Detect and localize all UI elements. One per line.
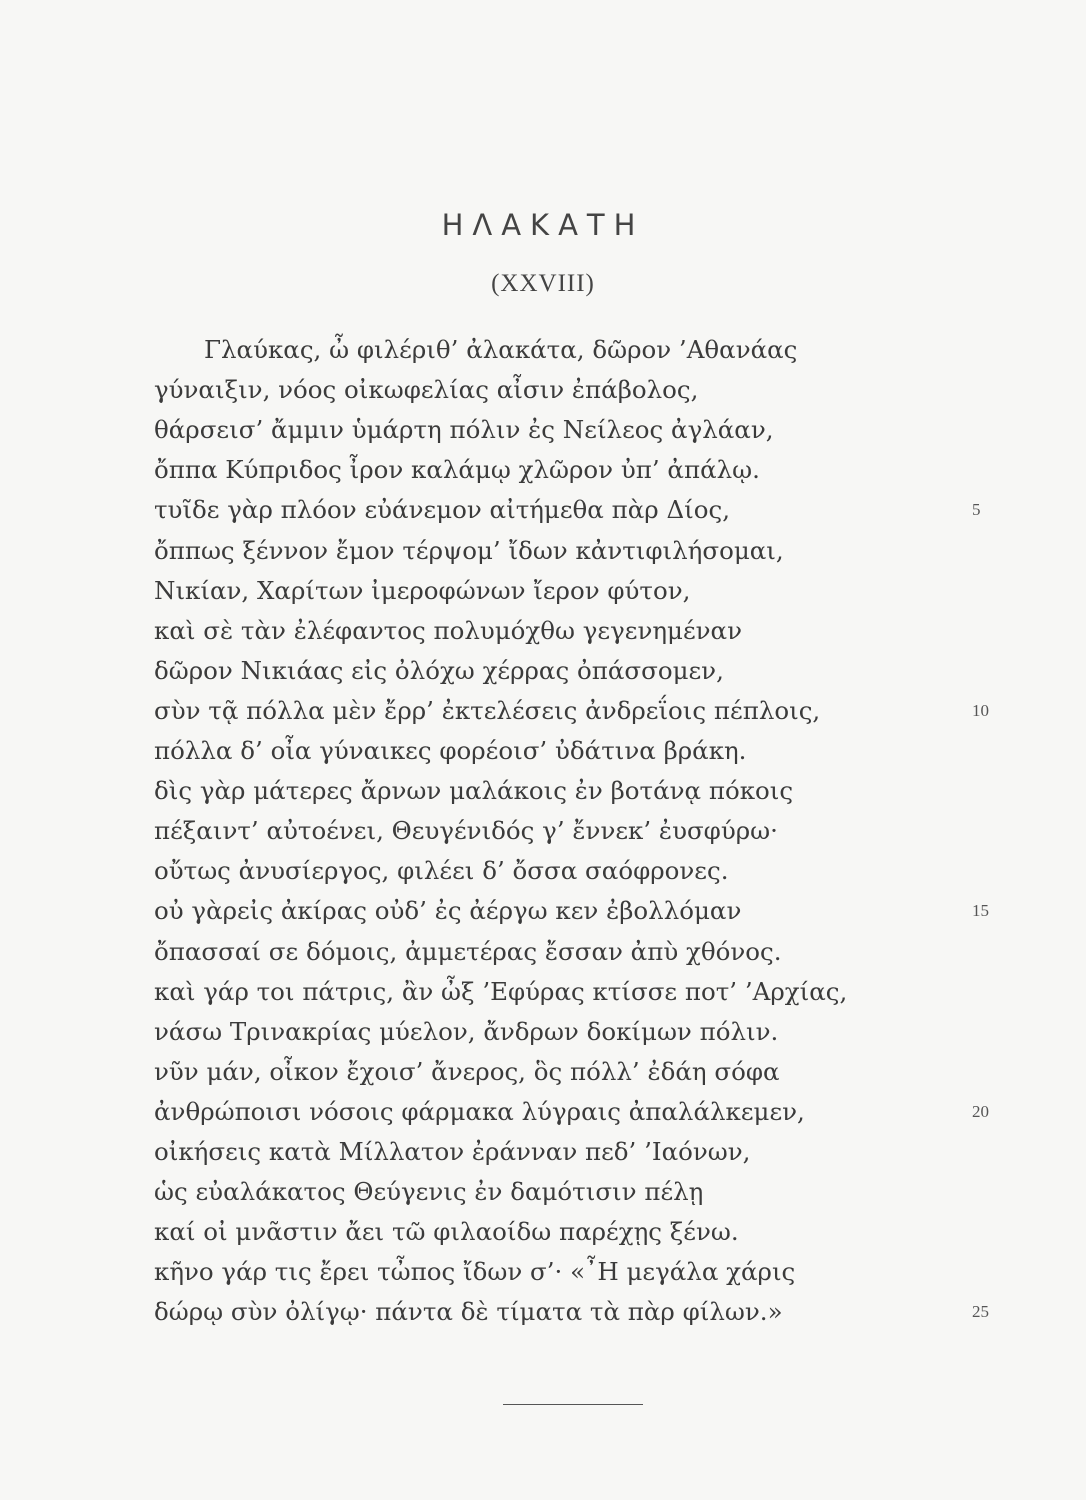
poem-line-text: κῆνο γάρ τις ἔρει τὦπος ἴδων σ’· «῏Η μεγάλα χάρις xyxy=(154,1257,796,1287)
poem-line xyxy=(0,932,1086,972)
poem-line-text: νῦν μάν, οἶκον ἔχοισ’ ἄνερος, ὃς πόλλ’ ἐδάη σόφα xyxy=(154,1056,780,1086)
line-number: 5 xyxy=(972,500,981,520)
poem-title: ΗΛΑΚΑΤΗ xyxy=(441,208,645,242)
poem-line-text: οἰκήσεις κατὰ Μίλλατον ἐράνναν πεδ’ ’Ιαόνων, xyxy=(154,1137,751,1166)
poem-line xyxy=(0,1012,1086,1052)
line-number: 20 xyxy=(972,1101,989,1121)
poem-line xyxy=(0,651,1086,691)
poem-line xyxy=(0,1052,1086,1092)
poem-line-text: οὔτως ἀνυσίεργος, φιλέει δ’ ὄσσα σαόφρονες. xyxy=(154,856,729,886)
poem-line-text: δὶς γὰρ μάτερες ἄρνων μαλάκοις ἐν βοτάνᾳ πόκοις xyxy=(154,776,794,806)
poem-line-text: ὡς εὐαλάκατος Θεύγενις ἐν δαμότισιν πέλῃ xyxy=(154,1177,704,1207)
line-number: 25 xyxy=(972,1302,989,1322)
poem-line xyxy=(0,1172,1086,1212)
poem-line xyxy=(0,851,1086,891)
poem-line xyxy=(0,691,1086,731)
poem-line-text: πέξαιντ’ αὐτοένει, Θευγένιδός γ’ ἔννεκ’ ἐυσφύρω· xyxy=(154,816,778,846)
poem-line xyxy=(0,1132,1086,1172)
poem-line xyxy=(0,531,1086,571)
poem-line-text: Νικίαν, Χαρίτων ἰμεροφώνων ἴερον φύτον, xyxy=(154,575,691,605)
poem-line-text: σὺν τᾷ πόλλα μὲν ἔρρ’ ἐκτελέσεις ἀνδρεΐοις πέπλοις, xyxy=(154,695,821,725)
poem-line-text: θάρσεισ’ ἄμμιν ὑμάρτη πόλιν ἐς Νείλεος ἀγλάαν, xyxy=(154,415,774,445)
poem-line-text: οὐ γὰρεἰς ἀκίρας οὐδ’ ἐς ἀέργω κεν ἐβολλόμαν xyxy=(154,896,742,926)
closing-rule xyxy=(503,1404,643,1405)
poem-line-text: ὄππα Κύπριδος ἶρον καλάμῳ χλῶρον ὐπ’ ἀπάλῳ. xyxy=(154,455,760,485)
poem-line xyxy=(0,1252,1086,1292)
poem-line-text: ἀνθρώποισι νόσοις φάρμακα λύγραις ἀπαλάλκεμεν, xyxy=(154,1096,805,1126)
poem-line-text: δῶρον Νικιάας εἰς ὀλόχω χέρρας ὀπάσσομεν, xyxy=(154,655,724,685)
line-number: 15 xyxy=(972,901,989,921)
poem-line-text: τυῖδε γὰρ πλόον εὐάνεμον αἰτήμεθα πὰρ Δίος, xyxy=(154,495,731,525)
poem-line xyxy=(0,972,1086,1012)
poem-line-text: ὄππως ξέννον ἔμον τέρψομ’ ἴδων κἀντιφιλήσομαι, xyxy=(154,535,784,565)
poem-line-text: νάσω Τρινακρίας μύελον, ἄνδρων δοκίμων πόλιν. xyxy=(154,1016,779,1046)
poem-line-text: πόλλα δ’ οἶα γύναικες φορέοισ’ ὐδάτινα βράκη. xyxy=(154,736,747,765)
poem-line xyxy=(0,490,1086,530)
poem-line xyxy=(0,611,1086,651)
poem-line xyxy=(0,811,1086,851)
poem-line xyxy=(0,571,1086,611)
poem-line xyxy=(0,1212,1086,1252)
poem-line xyxy=(0,771,1086,811)
poem-number: (XXVIII) xyxy=(491,270,595,297)
poem-line xyxy=(0,410,1086,450)
line-number: 10 xyxy=(972,700,989,720)
poem-line xyxy=(0,891,1086,931)
poem-line-text: καί οἰ μνᾶστιν ἄει τῶ φιλαοίδω παρέχῃς ξένω. xyxy=(154,1217,739,1247)
poem-line-text: καὶ σὲ τὰν ἐλέφαντος πολυμόχθω γεγενημέναν xyxy=(154,615,742,645)
poem-line xyxy=(0,450,1086,490)
poem-line-text: γύναιξιν, νόος οἰκωφελίας αἶσιν ἐπάβολος, xyxy=(154,375,699,405)
poem-line xyxy=(0,731,1086,771)
poem-line xyxy=(0,330,1086,370)
poem-line xyxy=(0,370,1086,410)
poem-line-text: καὶ γάρ τοι πάτρις, ἂν ὦξ ’Εφύρας κτίσσε ποτ’ ’Αρχίας, xyxy=(154,976,848,1006)
poem-line-text: δώρῳ σὺν ὀλίγῳ· πάντα δὲ τίματα τὰ πὰρ φίλων.» xyxy=(154,1297,783,1327)
poem-line xyxy=(0,1292,1086,1332)
poem-line xyxy=(0,1092,1086,1132)
poem-line-text: ὄπασσαί σε δόμοις, ἀμμετέρας ἔσσαν ἀπὺ χθόνος. xyxy=(154,936,782,966)
poem-line-text: Γλαύκας, ὦ φιλέριθ’ ἀλακάτα, δῶρον ’Αθανάας xyxy=(204,335,798,364)
